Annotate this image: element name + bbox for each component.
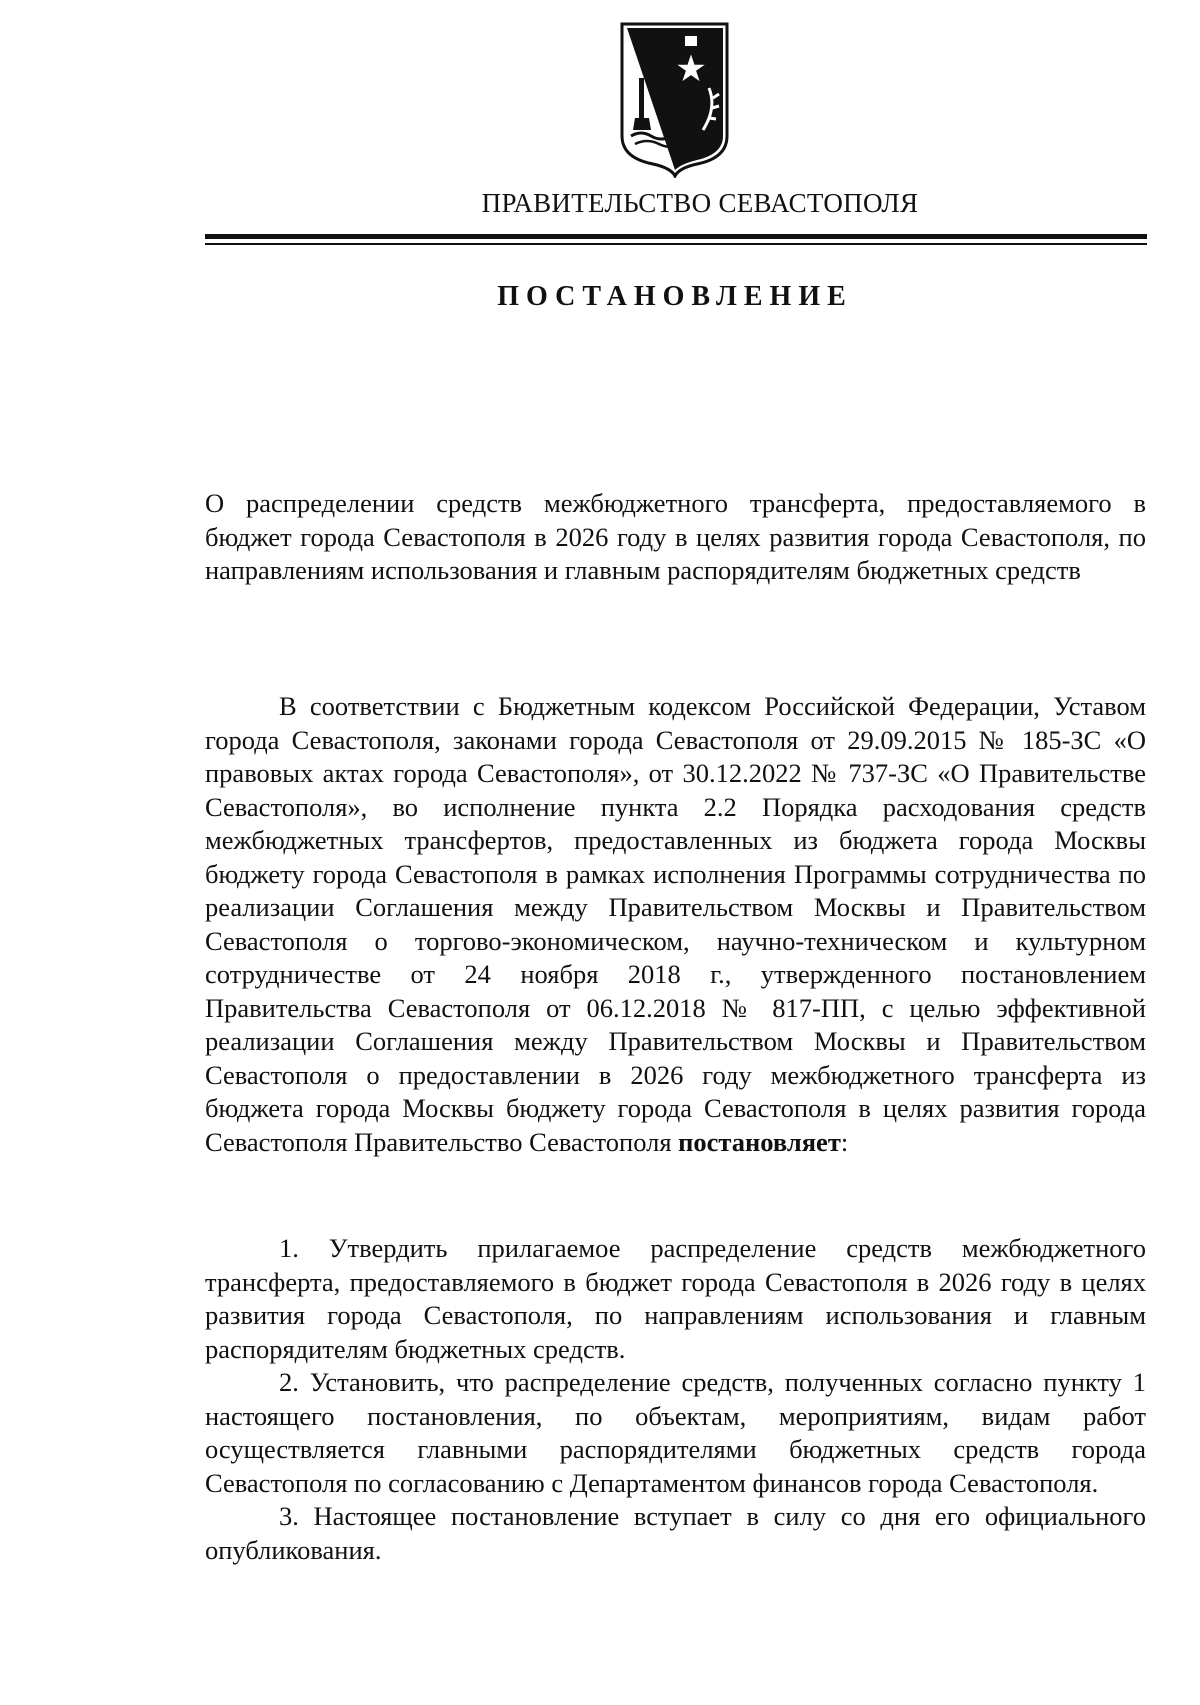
resolution-item-1: 1. Утвердить прилагаемое распределение средств межбюджетного трансферта, предоставляемого в бюджет города Севастополя в 2026 году в целях развития города Севастополя, по направлениям использования и главным распорядителям бюджетных средств.	[205, 1233, 1146, 1364]
header-divider-thick	[205, 234, 1147, 239]
preamble-paragraph	[205, 690, 1146, 1159]
resolution-item-3: 3. Настоящее постановление вступает в силу со дня его официального опубликования.	[205, 1501, 1146, 1565]
preamble-verb: постановляет	[678, 1126, 841, 1157]
resolution-item-2: 2. Установить, что распределение средств, полученных согласно пункту 1 настоящего постановления, по объектам, мероприятиям, видам работ осуществляется главными распорядителями бюджетных средств города Севастополя по согласованию с Департаментом финансов города Севастополя.	[205, 1367, 1146, 1498]
document-subject: О распределении средств межбюджетного трансферта, предоставляемого в бюджет города Севастополя в 2026 году в целях развития города Севастополя, по направлениям использования и главным распорядителям бюджетных средств	[205, 488, 1146, 585]
org-name: ПРАВИТЕЛЬСТВО СЕВАСТОПОЛЯ	[481, 188, 919, 218]
preamble-text: В соответствии с Бюджетным кодексом Российской Федерации, Уставом города Севастополя, законами города Севастополя от 29.09.2015 № 185-ЗС «О правовых актах города Севастополя», от 30.12.2022 № 737-ЗС «О Правительстве Севастополя», во исполнение пункта 2.2 Порядка расходования средств межбюджетных трансфертов, предоставленных из бюджета города Москвы бюджету города Севастополя в рамках исполнения Программы сотрудничества по реализации Соглашения между Правительством Москвы и Правительством Севастополя о торгово-экономическом, научно-техническом и культурном сотрудничестве от 24 ноября 2018 г., утвержденного постановлением Правительства Севастополя от 06.12.2018 № 817-ПП, с целью эффективной реализации Соглашения между Правительством Москвы и Правительством Севастополя о предоставлении в 2026 году межбюджетного трансферта из бюджета города Москвы бюджету города Севастополя в целях развития города Севастополя Правительство Севастополя	[205, 691, 1146, 1157]
preamble-end: :	[840, 1126, 849, 1157]
header-divider-thin	[205, 243, 1147, 245]
resolution-items	[205, 1232, 1146, 1567]
coat-of-arms-icon	[617, 18, 732, 178]
document-type-title: ПОСТАНОВЛЕНИЕ	[497, 281, 853, 312]
